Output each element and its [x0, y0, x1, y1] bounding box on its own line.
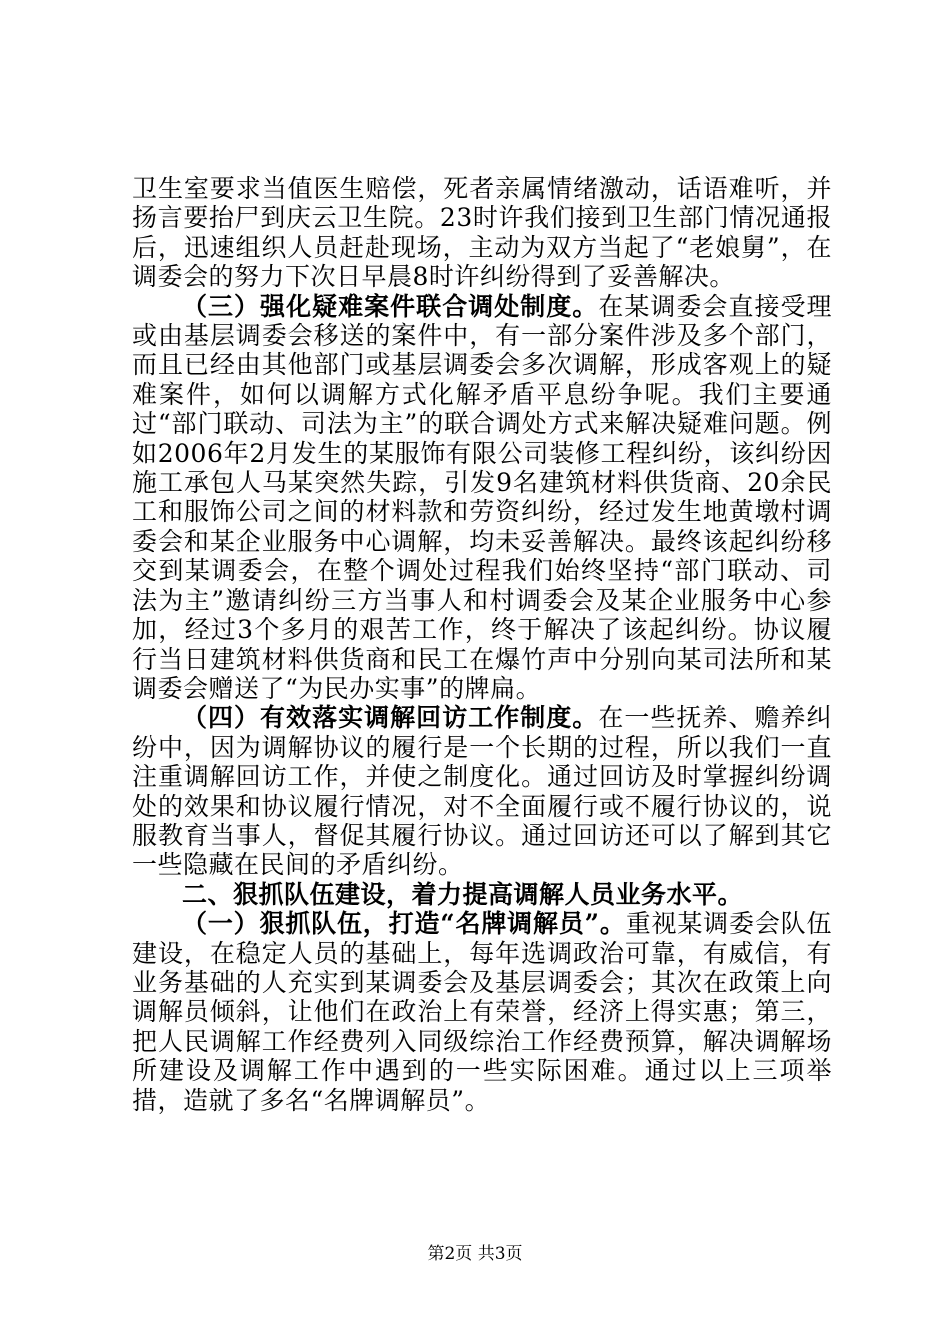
paragraph-return-visit: [132, 703, 832, 879]
paragraph-text: 在某调委会直接受理或由基层调委会移送的案件中，有一部分案件涉及多个部门，而且已经由其他部门或基层调委会多次调解，形成客观上的疑难案件，如何以调解方式化解矛盾平息纷争呢。我们主要通过“部门联动、司法为主”的联合调处方式来解决疑难问题。例如2006年2月发生的某服饰有限公司装修工程纠纷，该纠纷因施工承包人马某突然失踪，引发9名建筑材料供货商、20余民工和服饰公司之间的材料款和劳资纠纷，经过发生地黄墩村调委会和某企业服务中心调解，均未妥善解决。最终该起纠纷移交到某调委会，在整个调处过程我们始终坚持“部门联动、司法为主”邀请纠纷三方当事人和村调委会及某企业服务中心参加，经过3个多月的艰苦工作，终于解决了该起纠纷。协议履行当日建筑材料供货商和民工在爆竹声中分别向某司法所和某调委会赠送了“为民办实事”的牌扁。: [132, 291, 832, 703]
section-heading: （三）强化疑难案件联合调处制度。: [182, 291, 599, 321]
paragraph-joint-handling: [132, 292, 832, 704]
paragraph-text: 卫生室要求当值医生赔偿，死者亲属情绪激动，话语难听，并扬言要抬尸到庆云卫生院。23时许我们接到卫生部门情况通报后，迅速组织人员赶赴现场，主动为双方当起了“老娘舅”，在调委会的努力下次日早晨8时许纠纷得到了妥善解决。: [132, 174, 832, 292]
section-heading: （一）狠抓队伍，打造“名牌调解员”。: [182, 909, 626, 939]
section-heading: （四）有效落实调解回访工作制度。: [182, 703, 599, 733]
paragraph-team-building-heading: [132, 880, 832, 909]
section-heading: 二、狠抓队伍建设，着力提高调解人员业务水平。: [182, 879, 744, 909]
paragraph-continuation: [132, 174, 832, 292]
paragraph-brand-mediator: [132, 909, 832, 1115]
page-number-footer: 第2页 共3页: [427, 1244, 523, 1264]
paragraph-text: 在一些抚养、赡养纠纷中，因为调解协议的履行是一个长期的过程，所以我们一直注重调解回访工作，并使之制度化。通过回访及时掌握纠纷调处的效果和协议履行情况，对不全面履行或不履行协议的，说服教育当事人，督促其履行协议。通过回访还可以了解到其它一些隐藏在民间的矛盾纠纷。: [132, 703, 832, 880]
document-body: [132, 174, 832, 1115]
paragraph-text: 重视某调委会队伍建设，在稳定人员的基础上，每年选调政治可靠，有威信，有业务基础的人充实到某调委会及基层调委会；其次在政策上向调解员倾斜，让他们在政治上有荣誉，经济上得实惠；第三，把人民调解工作经费列入同级综治工作经费预算，解决调解场所建设及调解工作中遇到的一些实际困难。通过以上三项举措，造就了多名“名牌调解员”。: [132, 909, 832, 1115]
